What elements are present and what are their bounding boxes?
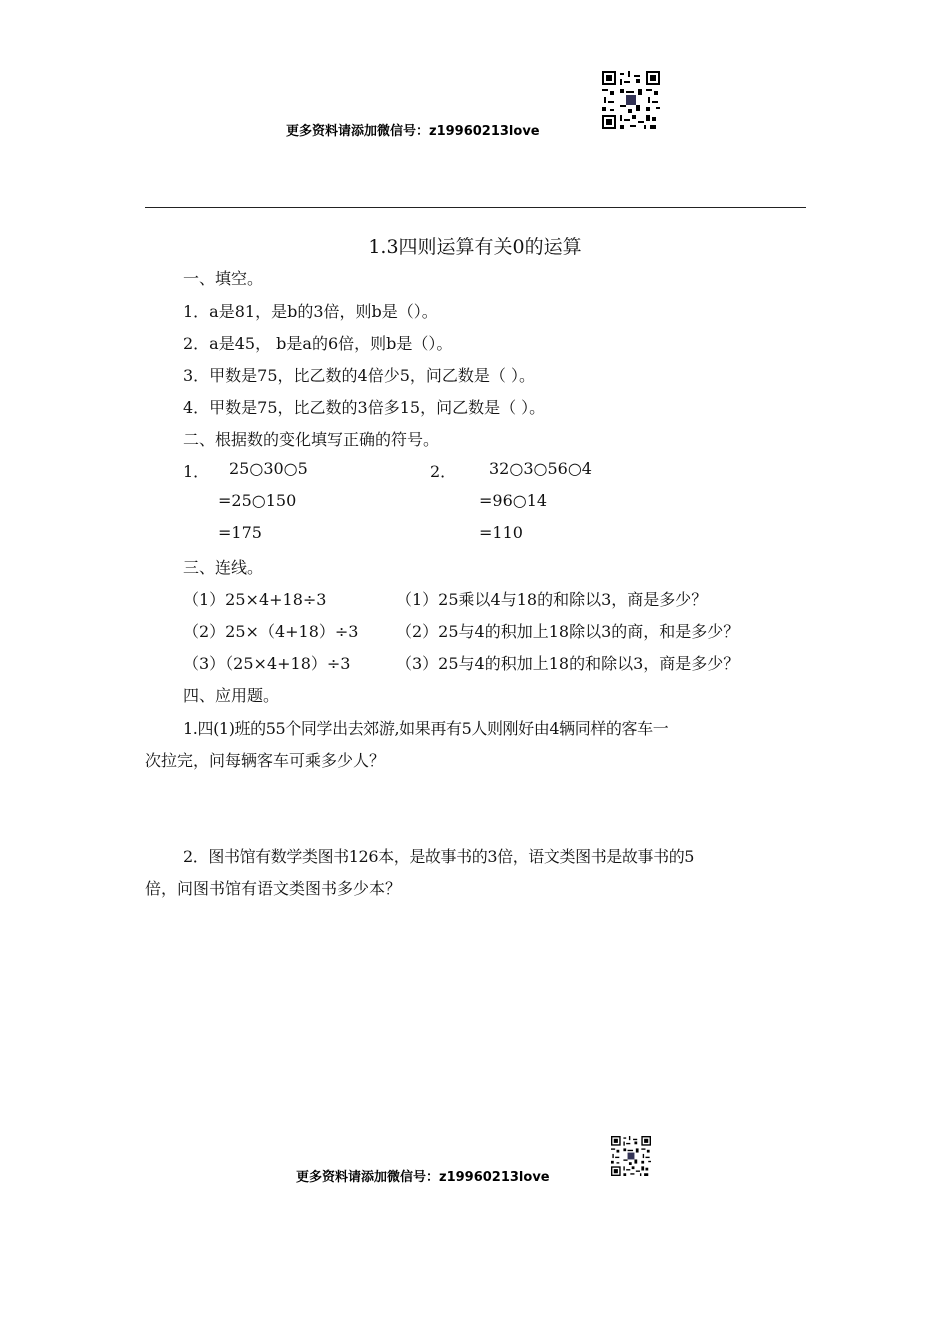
match-right-item: （2）25与4的积加上18除以3的商，和是多少？ bbox=[396, 622, 740, 641]
fill-blank-item: 4．甲数是75，比乙数的3倍多15，问乙数是（ ）。 bbox=[183, 398, 546, 417]
footer-qr-code bbox=[611, 1136, 651, 1176]
section3-heading: 三、连线。 bbox=[183, 558, 264, 577]
fill-blank-item: 3．甲数是75，比乙数的4倍少5，问乙数是（ ）。 bbox=[183, 366, 535, 385]
problem1-step1: =25○150 bbox=[218, 491, 297, 510]
match-left-item: （1）25×4+18÷3 bbox=[183, 590, 327, 609]
section2-heading: 二、根据数的变化填写正确的符号。 bbox=[183, 430, 440, 449]
fill-blank-item: 2．a是45， b是a的6倍，则b是（）。 bbox=[183, 334, 453, 353]
fill-blank-item: 1．a是81，是b的3倍，则b是（）。 bbox=[183, 302, 438, 321]
section1-heading: 一、填空。 bbox=[183, 269, 264, 288]
problem2-number: 2． bbox=[430, 462, 457, 481]
header-qr-code bbox=[602, 71, 660, 129]
header-divider bbox=[145, 207, 806, 208]
problem1-expression: 25○30○5 bbox=[229, 459, 308, 478]
header-wechat-text: 更多资料请添加微信号：z19960213love bbox=[286, 124, 540, 139]
word-problem-2-line1: 2．图书馆有数学类图书126本，是故事书的3倍，语文类图书是故事书的5 bbox=[183, 847, 695, 866]
word-problem-2-line2: 倍，问图书馆有语文类图书多少本？ bbox=[145, 879, 402, 898]
match-right-item: （3）25与4的积加上18的和除以3，商是多少？ bbox=[396, 654, 740, 673]
footer-wechat-text: 更多资料请添加微信号：z19960213love bbox=[296, 1170, 550, 1185]
problem2-expression: 32○3○56○4 bbox=[489, 459, 592, 478]
match-left-item: （2）25×（4+18）÷3 bbox=[183, 622, 359, 641]
problem2-step2: =110 bbox=[479, 523, 523, 542]
section4-heading: 四、应用题。 bbox=[183, 686, 280, 705]
problem1-number: 1． bbox=[183, 462, 210, 481]
problem2-step1: =96○14 bbox=[479, 491, 548, 510]
worksheet-title: 1.3四则运算有关0的运算 bbox=[368, 236, 582, 258]
word-problem-1-line2: 次拉完，问每辆客车可乘多少人？ bbox=[145, 751, 386, 770]
match-right-item: （1）25乘以4与18的和除以3，商是多少？ bbox=[396, 590, 708, 609]
problem1-step2: =175 bbox=[218, 523, 262, 542]
match-left-item: （3）（25×4+18）÷3 bbox=[183, 654, 351, 673]
word-problem-1-line1: 1.四(1)班的55个同学出去郊游,如果再有5人则刚好由4辆同样的客车一 bbox=[183, 719, 669, 738]
